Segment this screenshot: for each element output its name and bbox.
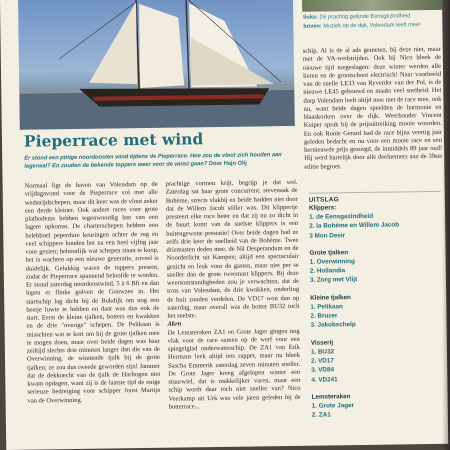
body-column-1 — [25, 181, 161, 406]
results-sidebar — [309, 191, 445, 450]
intro-text: Er stond een pittige noordoosten wind tijdens de Pieperrace. Hoe zou de vloot zich houden aan lagerwal? En zouden de bekende toppers weer voor de winst gaan? — [24, 152, 282, 171]
result-item: 1. de Eensgezindheid — [309, 212, 374, 221]
results-title: UITSLAG — [308, 196, 340, 204]
result-item: 4. VD241 — [311, 375, 338, 384]
caption-left-label: links: — [303, 14, 318, 21]
results-category: Lemsteraken — [311, 393, 351, 401]
result-item: 1. Overwinning — [309, 257, 355, 266]
caption-above-label: boven: — [303, 23, 322, 30]
result-item: 1. Grote Jager — [311, 401, 355, 410]
result-item: 1. BU32 — [310, 348, 335, 356]
article-title: Pieperrace met wind — [23, 129, 204, 151]
divider — [309, 191, 441, 194]
caption-above — [303, 21, 441, 32]
byline: Door Hajo Olij — [208, 160, 247, 168]
result-item: 3. Zorg met Vlijt — [309, 276, 358, 285]
results-category: Klippers: — [308, 204, 337, 212]
result-item: 2. Hollandia — [309, 267, 346, 275]
result-item: 3. Jakobschelp — [310, 321, 356, 330]
results-category: Kleine tjalken — [310, 293, 351, 302]
result-item: 2. Bruzer — [310, 312, 338, 320]
body-paragraph: Normaal ligt de haven van Volendam op de vrijdagavond voor de Pieperrace vol met alle wedstrijdschepen, maar dit keer was de vloot zeker een derde kleiner. Ook andere races voor grote platbodems hebben tegenwoordig last van een lagere opkomst. De charterschepen hebben een helebboel peperdure keuringen achter de rug en veel schippers houden het na een heel vijftig jaar voor gezien; behoorlijk wat schepen staan te koop, het is wachten op een nieuwe generatie, zoveel is duidelijk. Gelukkig waren de toppers present, zodat de Pieperrace spannend beloofde te worden. Er stond zaterdag noordoostwind, 5 à 6 Bft en dan lopen er flinke golven de Gouwzee in. Het startschip lag dicht bij de Bukdijk om nog een beetje luwte te hebben en daar was dus ook de start. Eerst de kleine tjalken, botters en kwakken en de drie "overige" schepen. De Pelikaan is misschien wat te kort om bij de grote tjalken mee te mogen doen, maar over beide dagen was haar zeiltijd slechts drie minuten langer dan die van de Overwinning, de winnende tjalk bij de grote tjalken; ze zou dus tweede geworden zijn! Jammer dat de dekknecht van de tjalk de Harlingen niet kwam opdagen, want zij is de laatste tijd de enige serieuze bedreiging voor schipper Joost Martijn van de Overwinning. — [24, 180, 161, 405]
body-column-3 — [303, 46, 443, 172]
dike-photo — [302, 0, 442, 12]
caption-left-text: De prachtig gelijnde Eensgezindheid — [319, 13, 411, 21]
body-paragraph: De Lemsteraken ZA1 en Grote Jager gingen nog vlak voor de race samen op de werf voor een spiegelglad onderwaterschip. De ZA1 van Erik Hermans leek altijd iets rapper, maar nu bleek Sascha Emmerik zaterdag zeven minuten sneller. De Grote Jager kreeg afgelopen winter een stuurwiel, dat is makkelijker varen, maar een schip wordt daar toch niet sneller van? Nico Veerkamp uit Urk was vele jaren geleden bij de botterrace... — [167, 327, 301, 411]
results-category: Grote tjalken — [309, 249, 349, 257]
results-list — [310, 301, 442, 331]
result-item: 2. VD17 — [311, 357, 334, 365]
body-paragraph: prachtige vormen krijt, begrijp je dat wel. Zaterdag sat haar grote concurrent, stevenaak de Bohème, strects vlakbij en beide hadden niet door dat de Willem Jacob stiller was. Dit klippertje presteert elke race beter en dat zij nu zo dicht in de buurt komt van de snelste klippers is een buitengewone prestatie! Over beide dagen had ze zelfs drie keer de snelheid van de Bohème. Twee driemasten deden mee, de Nil Desperandum en de Noorderlicht uit Kampen; altijd een spectaculair gezicht en leuk voor de gasten, maar niet per se sneller dan de grote tweemast klippers. Bij deze weersomstandigheden zou je verwachten, dat de trots van Volendam, de drie kwakken, onderling de buit zouden verdelen. De VD17 won dan op zaterdag, maar overall was de botter BU32 toch het snelste. — [165, 178, 300, 320]
body-column-2 — [166, 179, 301, 412]
results-category: Visserij — [310, 339, 334, 347]
result-item: 2. ZA1 — [311, 411, 331, 419]
section-subhead: Akrn — [167, 320, 182, 328]
results-list — [311, 346, 444, 385]
results-list — [309, 211, 441, 241]
caption-above-text: Muziek op de dijk, Volendam leeft mee! — [323, 22, 421, 30]
result-item: 1. Pelikaan — [310, 303, 343, 311]
body-paragraph: schip. Al is de al ads gemeten, bij deze niet, maar met de VA-wedstrijden. Ook bij Nico bleek de nieuwe tijd toegeslagen: deze winter werden alle lieren en de grootschoot electrisch! Naar voorbeeld van de snelle LE33 van Ryverder van der Pol, is de nieuwe LE45 gebouwd en maakt veel snelheid. Het dorp Volendam leeft altijd mee met de race mee, ook nu, want beide dagen speelden de harmonie en blaaskorken over de dijk. Weerhouder Vincent Kuiper sprak bij de prijsuitreiking mooie woorden. En ook Rooie Gerard had de race bijna veertig jaar geleden bedacht en nu voor een mooie race en een hernieuwde prijs gezorgd, de inmiddels 89 jaar oud! Hij werd hartelijk door alle deelnemers aan de 39ste editie begroet. — [302, 45, 443, 171]
article-intro — [24, 151, 302, 172]
ship-illustration — [18, 0, 295, 130]
result-item: 2. la Bohème en Willem Jacob — [309, 221, 400, 231]
result-item: 3 Mon Desir — [309, 231, 346, 240]
photo-captions — [303, 12, 441, 32]
results-list — [310, 256, 442, 286]
results-list — [312, 400, 444, 420]
result-item: 3. VD84 — [311, 366, 335, 374]
page-edge-shadow — [442, 0, 450, 450]
sailing-ship-photo — [18, 0, 295, 130]
